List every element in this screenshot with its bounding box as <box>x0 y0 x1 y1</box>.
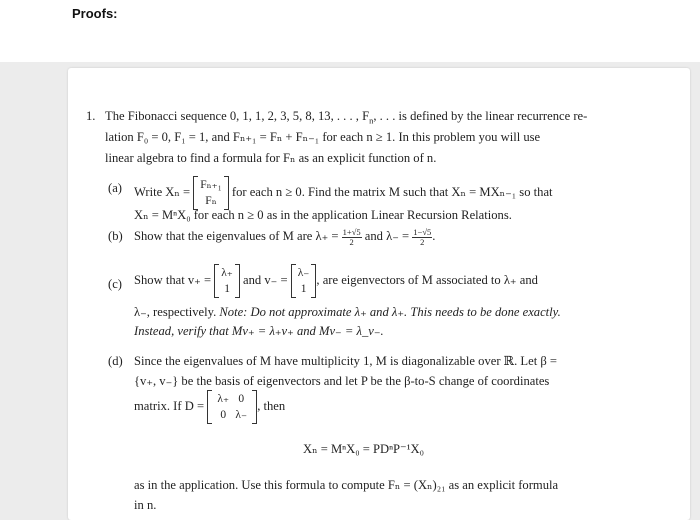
problem-number: 1. <box>86 109 96 123</box>
part-c-line-2: λ₋, respectively. Note: Do not approximate λ₊ and λ₊. This needs to be done exactly. <box>134 305 561 319</box>
part-a-label: (a) <box>108 181 122 195</box>
top-bar <box>0 0 700 62</box>
part-d-equation: Xₙ = MⁿX₀ = PDⁿP⁻¹X₀ <box>303 442 424 456</box>
section-title: Proofs: <box>72 6 118 21</box>
part-d-line-3: matrix. If D = λ₊ 0 0 λ₋ , then <box>134 390 285 424</box>
x-vector: Fₙ₊₁ Fₙ <box>193 176 228 210</box>
v-plus-vector: λ₊ 1 <box>214 264 240 298</box>
problem-content <box>68 68 690 520</box>
v-minus-vector: λ₋ 1 <box>291 264 317 298</box>
part-d-label: (d) <box>108 354 123 368</box>
intro-line-1: The Fibonacci sequence 0, 1, 1, 2, 3, 5, 8, 13, . . . , $F_n$, . . . is defined by the linear recurrence re- <box>105 109 588 126</box>
lambda-plus-fraction: $\frac{1+√5}{2}$ <box>342 226 361 247</box>
part-c-line-3: Instead, verify that Mv₊ = λ₊v₊ and Mv₋ = λ_v₋. <box>134 324 384 338</box>
intro-line-3: linear algebra to find a formula for Fₙ as an explicit function of n. <box>105 151 437 165</box>
part-d-line-5: in n. <box>134 498 157 512</box>
part-b-label: (b) <box>108 229 123 243</box>
part-b-line: Show that the eigenvalues of M are λ₊ = $\frac{1+√5}{2}$ and λ₋ = $\frac{1-√5}{2}$ . <box>134 226 436 247</box>
d-matrix: λ₊ 0 0 λ₋ <box>207 390 257 424</box>
part-a-line-2: Xₙ = MⁿX₀ for each n ≥ 0 as in the application Linear Recursion Relations. <box>134 208 512 222</box>
part-d-line-1: Since the eigenvalues of M have multiplicity 1, M is diagonalizable over ℝ. Let β = <box>134 354 558 368</box>
part-c-line-1: Show that v₊ = λ₊ 1 and v₋ = λ₋ 1 , are eigenvectors of M associated to λ₊ and <box>134 264 538 298</box>
part-c-label: (c) <box>108 277 122 291</box>
part-d-line-2: {v₊, v₋} be the basis of eigenvectors and let P be the β-to-S change of coordinates <box>134 374 550 388</box>
problem-card <box>68 68 690 520</box>
intro-line-2: lation F₀ = 0, F₁ = 1, and Fₙ₊₁ = Fₙ + Fₙ₋₁ for each n ≥ 1. In this problem you will use <box>105 130 541 144</box>
part-a-line-1: Write Xₙ = Fₙ₊₁ Fₙ for each n ≥ 0. Find the matrix M such that Xₙ = MXₙ₋₁ so that <box>134 176 553 210</box>
part-d-line-4: as in the application. Use this formula to compute Fₙ = (Xₙ)₂₁ as an explicit formula <box>134 478 559 492</box>
lambda-minus-fraction: $\frac{1-√5}{2}$ <box>413 226 432 247</box>
